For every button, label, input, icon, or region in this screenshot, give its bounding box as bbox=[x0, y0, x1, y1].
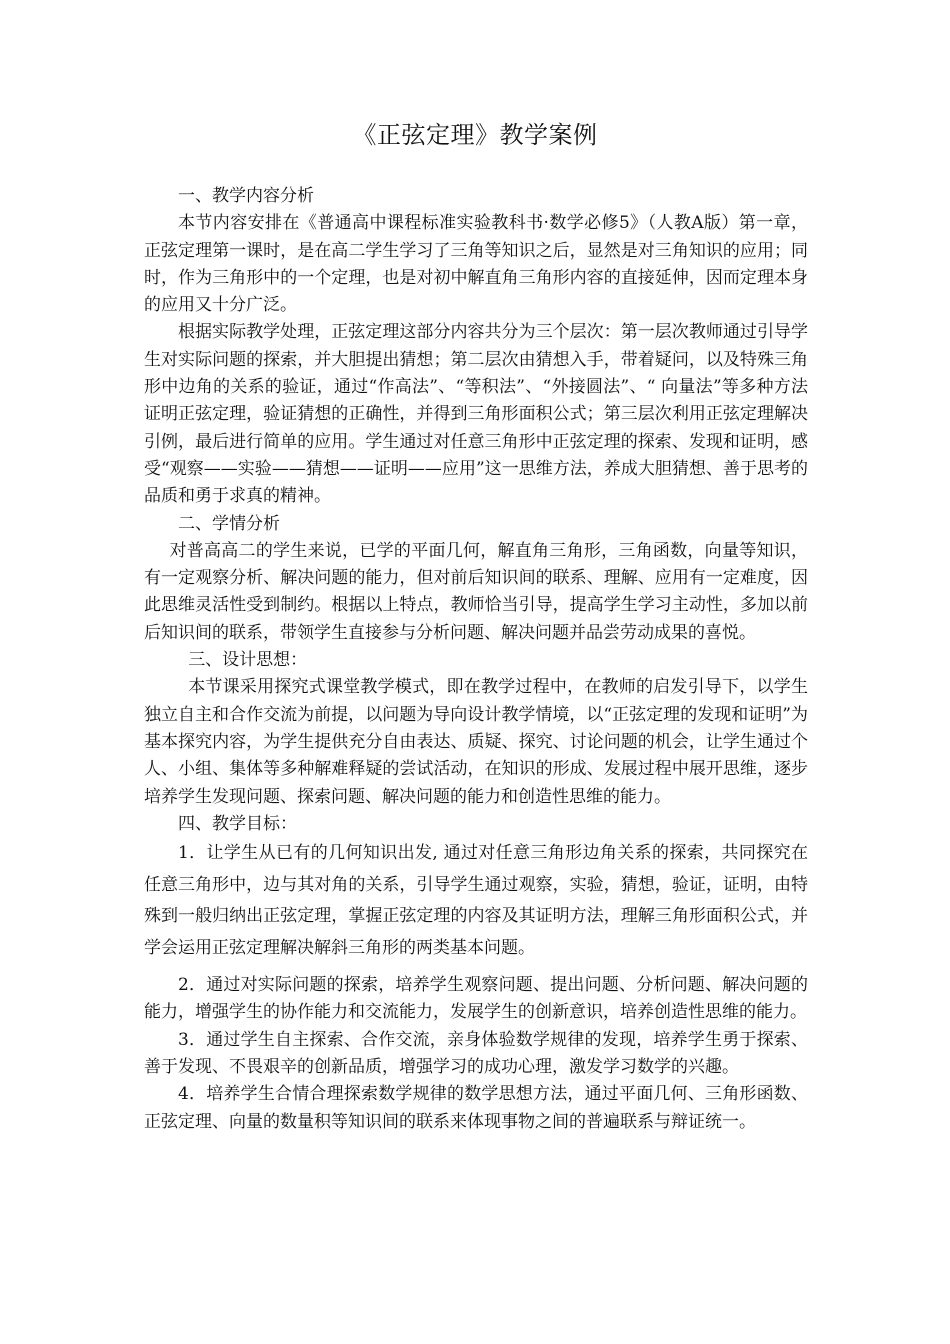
section-heading-design-idea: 三、设计思想： bbox=[188, 650, 308, 671]
goal-item-4: 4．培养学生合情合理探索数学规律的数学思想方法，通过平面几何、三角形函数、正弦定理、向量的数量积等知识间的联系来体现事物之间的普遍联系与辩证统一。 bbox=[144, 1084, 808, 1132]
goal-item-1: 1．让学生从已有的几何知识出发, 通过对任意三角形边角关系的探索，共同探究在任意三角形中，边与其对角的关系，引导学生通过观察，实验，猜想，验证，证明，由特殊到一般归纳出正弦定理，掌握正弦定理的内容及其证明方法，理解三角形面积公式，并学会运用正弦定理解决解斜三角形的两类基本问题。 bbox=[144, 843, 808, 958]
section-heading-teaching-goals: 四、教学目标： bbox=[178, 813, 297, 834]
paragraph-content-analysis-2: 根据实际教学处理，正弦定理这部分内容共分为三个层次：第一层次教师通过引导学生对实际问题的探索，并大胆提出猜想；第二层次由猜想入手，带着疑问，以及特殊三角形中边角的关系的验证，通过“作高法”、“等积法”、“外接圆法”、“ 向量法”等多种方法证明正弦定理，验证猜想的正确性，并得到三角形面积公式；第三层次利用正弦定理解决引例，最后进行简单的应用。学生通过对任意三角形中正弦定理的探索、发现和证明，感受“观察——实验——猜想——证明——应用”这一思维方法，养成大胆猜想、善于思考的品质和勇于求真的精神。 bbox=[144, 322, 808, 507]
paragraph-design-idea: 本节课采用探究式课堂教学模式，即在教学过程中，在教师的启发引导下，以学生独立自主和合作交流为前提，以问题为导向设计教学情境，以“正弦定理的发现和证明”为基本探究内容，为学生提供充分自由表达、质疑、探究、讨论问题的机会，让学生通过个人、小组、集体等多种解难释疑的尝试活动，在知识的形成、发展过程中展开思维，逐步培养学生发现问题、探索问题、解决问题的能力和创造性思维的能力。 bbox=[144, 677, 808, 807]
document-body bbox=[144, 183, 808, 1136]
section-heading-content-analysis: 一、教学内容分析 bbox=[178, 186, 314, 206]
section-heading-student-analysis: 二、学情分析 bbox=[178, 513, 280, 534]
document-title: 《正弦定理》教学案例 bbox=[352, 121, 598, 149]
goal-item-3: 3．通过学生自主探索、合作交流，亲身体验数学规律的发现，培养学生勇于探索、善于发现、不畏艰辛的创新品质，增强学习的成功心理，激发学习数学的兴趣。 bbox=[144, 1029, 808, 1078]
goal-item-2: 2．通过对实际问题的探索，培养学生观察问题、提出问题、分析问题、解决问题的能力，增强学生的协作能力和交流能力，发展学生的创新意识，培养创造性思维的能力。 bbox=[144, 975, 808, 1023]
paragraph-content-analysis-1: 本节内容安排在《普通高中课程标准实验教科书·数学必修5》（人教A版）第一章，正弦定理第一课时，是在高二学生学习了三角等知识之后，显然是对三角知识的应用；同时，作为三角形中的一个定理，也是对初中解直角三角形内容的直接延伸，因而定理本身的应用又十分广泛。 bbox=[144, 213, 808, 316]
paragraph-student-analysis: 对普高高二的学生来说，已学的平面几何，解直角三角形，三角函数，向量等知识，有一定观察分析、解决问题的能力，但对前后知识间的联系、理解、应用有一定难度，因此思维灵活性受到制约。根据以上特点，教师恰当引导，提高学生学习主动性，多加以前后知识间的联系，带领学生直接参与分析问题、解决问题并品尝劳动成果的喜悦。 bbox=[144, 540, 808, 643]
